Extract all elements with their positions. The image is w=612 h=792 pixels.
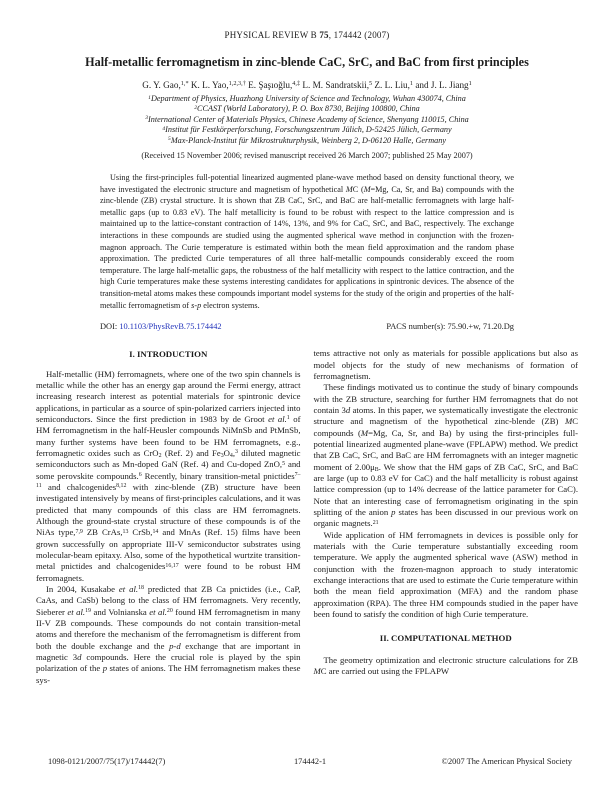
doi-link[interactable]: 10.1103/PhysRevB.75.174442 xyxy=(119,322,222,332)
intro-paragraph-2-continuation: tems attractive not only as materials for possible applications but also as model objects for the study of new mechanisms of formation of ferromagnetism. xyxy=(313,348,578,381)
affiliation-line: $^3$International Center of Materials Physics, Chinese Academy of Science, Shenyang 110015, China xyxy=(145,114,469,124)
intro-paragraph-1: Half-metallic (HM) ferromagnets, where one of the two spin channels is metallic while the other has an energy gap around the Fermi energy, attract increasing research interest as potential materials for spintronic device applications, in particular as a source of spin-polarized carriers injected into semiconductors. Since the first prediction in 1983 by de Groot et al.$^1$ of HM ferromagnetism in the half-Heusler compounds NiMnSb and PtMnSb, many further systems have been found to be HM ferromagnets, e.g., ferromagnetic oxides such as CrO$_2$ (Ref. 2) and $Fe_3O_4,^3$ diluted magnetic semiconductors such as Mn-doped GaN (Ref. 4) and Cu-doped ZnO,$^5$ and some perovskite compounds.$^6$ Recently, binary transition-metal pnictides$^{7-11}$ and chalcogenides$^{8,12}$ with zinc-blende (ZB) structure have been investigated intensively by means of first-principles calculations, and it was predicted that many compounds of this class are HM ferromagnets. Although the ground-state crystal structure of these compounds is of the NiAs type,$^{7,9}$ ZB CrAs,$^{13}$ CrSb,$^{14}$ and MnAs (Ref. 15) films have been grown successfully on appropriate III-V semiconductor substrates using molecular-beam epitaxy. Also, some of the hypothetical wurtzite transition-metal pnictides and chalcogenides$^{16,17}$ were found to be robust HM ferromagnets. xyxy=(36,368,301,583)
doi-container xyxy=(100,322,222,331)
body-columns xyxy=(36,348,578,686)
affiliation-line: $^2$CCAST (World Laboratory), P. O. Box 8730, Beijing 100800, China xyxy=(194,104,420,114)
intro-paragraph-3: These findings motivated us to continue the study of binary compounds with the ZB structure, searching for further HM ferromagnets that do not contain 3d atoms. In this paper, we systematically investigate the electronic structure and magnetism of the hypothetical zinc-blende (ZB) MC compounds (M=Mg, Ca, Sr, and Ba) by using the first-principles full-potential linearized augmented plane-wave (FPLAPW) method. We predict that ZB CaC, SrC, and BaC are HM ferromagnets with an integer magnetic moment of $2.00\mu_B$. We show that the HM gaps of ZB CaC, SrC, and BaC are large (up to 0.83 eV for CaC) and the half metallicity is robust against lattice compression (up to 14% decrease of the lattice parameter for CaC). Note that an interesting case of ferromagnetism originating in the spin splitting of the anion p states has been discussed in our previous work on organic magnets.$^{21}$ xyxy=(313,382,579,529)
intro-paragraph-2: In 2004, Kusakabe et al.$^{18}$ predicted that ZB Ca pnictides (i.e., CaP, CaAs, and CaSb) belong to the class of HM ferromagnets. Very recently, Sieberer et al.$^{19}$ and Volnianska et al.$^{20}$ found HM ferromagnetism in many II-V ZB compounds. These compounds do not contain transition-metal atoms and therefore the mechanism of the ferromagnetism is different from both the double exchange and the p-d exchange that are important in magnetic 3d compounds. Here the crucial role is played by the spin polarization of the p states of anions. The HM ferromagnetism makes these sys- xyxy=(36,584,301,685)
doi-pacs-row xyxy=(100,322,514,331)
page-footer xyxy=(48,757,572,766)
abstract-text: Using the first-principles full-potential linearized augmented plane-wave method based on density functional theory, we have investigated the electronic structure and magnetism of hypothetical MC (M=Mg, Ca, Sr, and Ba) compounds with the zinc-blende (ZB) crystal structure. It is shown that ZB CaC, SrC, and BaC are half-metallic ferromagnets with large half-metallic gaps (up to 0.83 eV). The half metallicity is found to be robust with respect to the lattice compression and is maintained up to the lattice-constant contraction of 14%, 13%, and 9% for CaC, SrC, and BaC, respectively. The exchange interactions in these compounds are studied using the augmented spherical wave method in conjunction with the frozen-magnon approach. The Curie temperature is estimated within both the mean field approximation and the random phase approximation. The predicted Curie temperatures of all three half-metallic compounds considerably exceed the room temperature. The large half-metallic gaps, the robustness of the half metallicity with respect to the lattice contraction, and the high Curie temperatures make these systems interesting candidates for applications in spintronic devices. The absence of the transition-metal atoms makes these compounds important model systems for the study of the origin and properties of the half-metallic ferromagnetism of s-p electron systems. xyxy=(100,173,515,310)
intro-paragraph-4: Wide application of HM ferromagnets in devices is possible only for materials with the Curie temperature substantially exceeding room temperature. We apply the augmented spherical wave (ASW) method in conjunction with the frozen-magnon approach to study interatomic exchange interactions that are used to estimate the Curie temperature within both the mean field approximation (MFA) and the random phase approximation (RPA). The three HM compounds studied in the paper have been found to satisfy the condition of high Curie temperature. xyxy=(313,529,578,620)
method-paragraph-1: The geometry optimization and electronic structure calculations for ZB MC are carried out using the FPLAPW xyxy=(313,654,578,677)
footer-issn-code: 1098-0121/2007/75(17)/174442(7) xyxy=(48,757,166,766)
footer-page-number: 174442-1 xyxy=(293,757,327,766)
pacs-text: PACS number(s): 75.90.+w, 71.20.Dg xyxy=(386,322,514,332)
affiliation-line: $^1$Department of Physics, Huazhong University of Science and Technology, Wuhan 430074, China xyxy=(148,94,466,103)
received-line: (Received 15 November 2006; revised manuscript received 26 March 2007; published 25 May 2007) xyxy=(141,151,473,161)
footer-copyright: ©2007 The American Physical Society xyxy=(441,757,572,766)
paper-title: Half-metallic ferromagnetism in zinc-blende CaC, SrC, and BaC from first principles xyxy=(85,55,529,69)
right-column xyxy=(314,348,579,686)
section-heading-introduction: I. INTRODUCTION xyxy=(129,349,208,360)
left-column xyxy=(36,348,301,686)
affiliation-line: $^5$Max-Planck-Institut für Mikrostrukturphysik, Weinberg 2, D-06120 Halle, Germany xyxy=(168,135,446,145)
section-heading-computational-method: II. COMPUTATIONAL METHOD xyxy=(379,633,512,644)
doi-label: DOI: xyxy=(100,322,120,332)
affiliations-block xyxy=(36,94,578,146)
authors-line: G. Y. Gao,$^{1,*}$ K. L. Yao,$^{1,2,3,\dagger}$ E. Şaşıoğlu,$^{4,\ddagger}$ L. M. Sandratskii,$^5$ Z. L. Liu,$^1$ and J. L. Jiang$^1$ xyxy=(142,80,472,90)
journal-header: PHYSICAL REVIEW B 75, 174442 (2007) xyxy=(224,30,390,40)
affiliation-line: $^4$Institut für Festkörperforschung, Forschungszentrum Jülich, D-52425 Jülich, Germany xyxy=(162,125,452,135)
